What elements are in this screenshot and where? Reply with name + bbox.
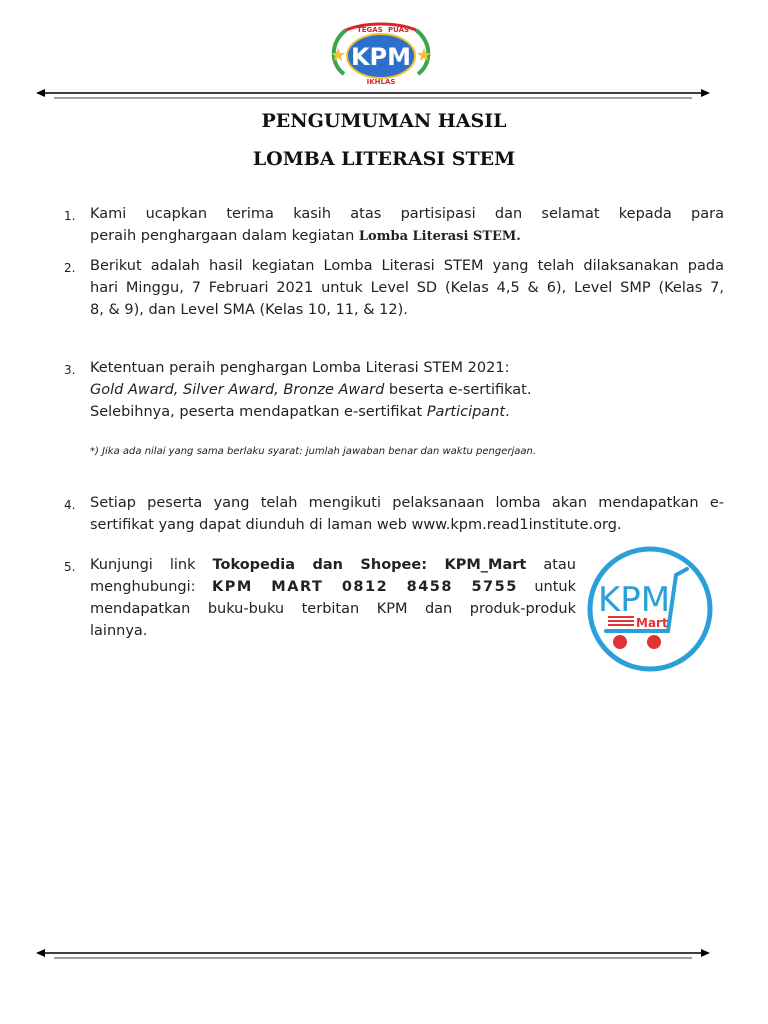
item-1-line-2-text: peraih penghargaan dalam kegiatan — [90, 228, 359, 244]
item-number: 1. — [64, 209, 76, 223]
item-1-event-name: Lomba Literasi STEM. — [358, 229, 521, 244]
item-3-line-3-pre: Selebihnya, peserta mendapatkan e-sertifikat — [90, 404, 427, 420]
cart-wheel-left-icon — [613, 635, 627, 649]
item-2-line-2: hari Minggu, 7 Februari 2021 untuk Level SD (Kelas 4,5 & 6), Level SMP (Kelas 7, — [90, 280, 724, 296]
contact-number: KPM MART 0812 8458 5755 — [212, 579, 518, 595]
item-2-line-3: 8, & 9), dan Level SMA (Kelas 10, 11, & 12). — [90, 302, 408, 318]
shop-link-text: Tokopedia dan Shopee: KPM_Mart — [212, 557, 527, 573]
item-3-line-3 — [90, 401, 724, 423]
item-5-line-1 — [90, 554, 576, 576]
logo-word-kpm: KPM — [350, 43, 412, 71]
item-5-line-1-pre: Kunjungi link — [90, 557, 213, 573]
logo-wreath-right — [416, 30, 428, 74]
item-4-line-1: Setiap peserta yang telah mengikuti pelaksanaan lomba akan mendapatkan e- — [90, 495, 724, 511]
item-3-line-2 — [90, 379, 724, 401]
mart-logo-kpm: KPM — [598, 580, 671, 620]
item-5-line-2 — [90, 576, 576, 598]
item-5-line-1-post: atau — [526, 557, 576, 573]
item-3-line-1: Ketentuan peraih penghargan Lomba Literasi STEM 2021: — [90, 360, 510, 376]
logo-wreath-left — [334, 30, 346, 74]
kpm-logo — [326, 18, 436, 88]
page-title-line-2: LOMBA LITERASI STEM — [252, 148, 516, 170]
page-title-line-1: PENGUMUMAN HASIL — [261, 110, 507, 132]
logo-word-tegas: TEGAS — [357, 26, 383, 34]
cart-wheel-right-icon — [647, 635, 661, 649]
item-5-line-2-pre: menghubungi: — [90, 579, 213, 595]
item-number: 3. — [64, 363, 76, 377]
award-names: Gold Award, Silver Award, Bronze Award — [90, 382, 385, 398]
participant-label: Participant — [426, 404, 506, 420]
item-5-line-2-post: untuk — [517, 579, 576, 595]
item-5-line-3: mendapatkan buku-buku terbitan KPM dan produk-produk — [90, 601, 576, 617]
tiebreak-note: *) Jika ada nilai yang sama berlaku syarat: jumlah jawaban benar dan waktu pengerjaan. — [90, 446, 537, 457]
item-3-line-3-post: . — [505, 404, 510, 420]
logo-word-puas: PUAS — [388, 26, 410, 34]
mart-logo-mart: Mart — [636, 616, 668, 630]
item-1-line-1: Kami ucapkan terima kasih atas partisipasi dan selamat kepada para — [90, 206, 724, 222]
item-number: 2. — [64, 261, 76, 275]
item-number: 4. — [64, 498, 76, 512]
top-divider — [36, 89, 710, 101]
kpm-mart-logo — [584, 545, 716, 673]
item-3-line-2-rest: beserta e-sertifikat. — [384, 382, 532, 398]
item-5-line-4: lainnya. — [90, 623, 148, 639]
item-number: 5. — [64, 560, 76, 574]
bottom-divider — [36, 949, 710, 961]
item-2-line-1: Berikut adalah hasil kegiatan Lomba Literasi STEM yang telah dilaksanakan pada — [90, 258, 724, 274]
item-1-line-2 — [90, 225, 724, 248]
logo-word-ikhlas: IKHLAS — [366, 78, 396, 86]
item-4-line-2: sertifikat yang dapat diunduh di laman web www.kpm.read1institute.org. — [90, 517, 622, 533]
